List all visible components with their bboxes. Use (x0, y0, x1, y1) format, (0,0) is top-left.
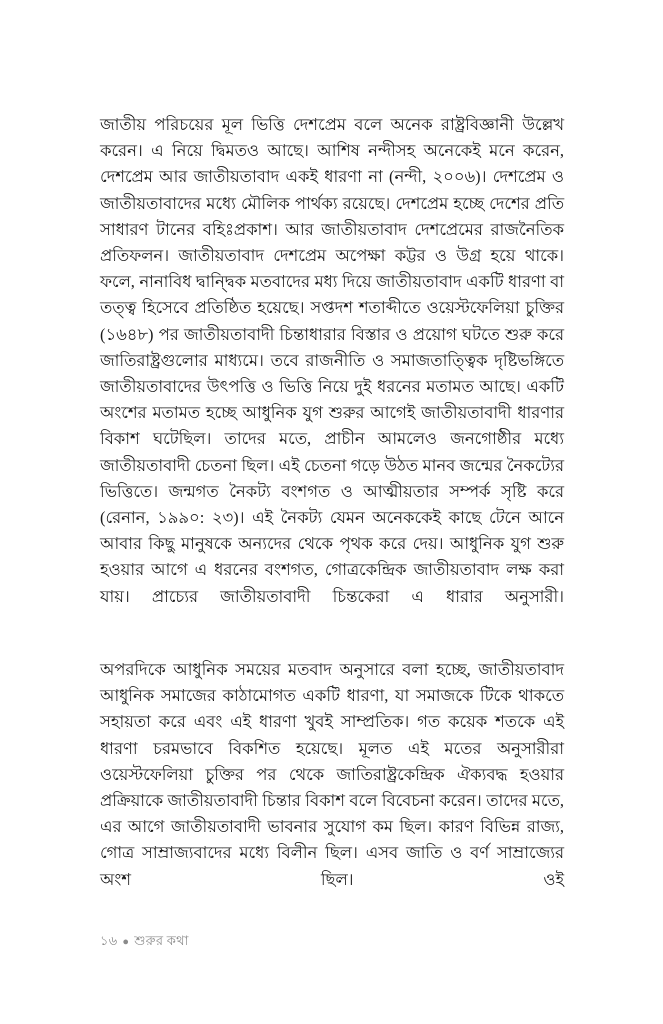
footer-running-title: শুরুর কথা (134, 933, 189, 948)
page-footer (100, 932, 564, 951)
bullet-separator-icon: ● (122, 935, 130, 948)
footer-page-number: ১৬ (100, 933, 118, 948)
body-text-block (100, 112, 564, 919)
paragraph-1: জাতীয় পরিচয়ের মূল ভিত্তি দেশপ্রেম বলে অনেক রাষ্ট্রবিজ্ঞানী উল্লেখ করেন। এ নিয়ে দ্বিমতও আছে। আশিষ নন্দীসহ অনেকেই মনে করেন, দেশপ্রেম আর জাতীয়তাবাদ একই ধারণা না (নন্দী, ২০০৬)। দেশপ্রেম ও জাতীয়তাবাদের মধ্যে মৌলিক পার্থক্য রয়েছে। দেশপ্রেম হচ্ছে দেশের প্রতি সাধারণ টানের বহিঃপ্রকাশ। আর জাতীয়তাবাদ দেশপ্রেমের রাজনৈতিক প্রতিফলন। জাতীয়তাবাদ দেশপ্রেম অপেক্ষা কট্টর ও উগ্র হয়ে থাকে। ফলে, নানাবিধ দ্বান্দ্বিক মতবাদের মধ্য দিয়ে জাতীয়তাবাদ একটি ধারণা বা তত্ত্ব হিসেবে প্রতিষ্ঠিত হয়েছে। সপ্তদশ শতাব্দীতে ওয়েস্টফেলিয়া চুক্তির (১৬৪৮) পর জাতীয়তাবাদী চিন্তাধারার বিস্তার ও প্রয়োগ ঘটতে শুরু করে জাতিরাষ্ট্রগুলোর মাধ্যমে। তবে রাজনীতি ও সমাজতাত্ত্বিক দৃষ্টিভঙ্গিতে জাতীয়তাবাদের উৎপত্তি ও ভিত্তি নিয়ে দুই ধরনের মতামত আছে। একটি অংশের মতামত হচ্ছে আধুনিক যুগ শুরুর আগেই জাতীয়তাবাদী ধারণার বিকাশ ঘটেছিল। তাদের মতে, প্রাচীন আমলেও জনগোষ্ঠীর মধ্যে জাতীয়তাবাদী চেতনা ছিল। এই চেতনা গড়ে উঠত মানব জন্মের নৈকট্যের ভিত্তিতে। জন্মগত নৈকট্য বংশগত ও আত্মীয়তার সম্পর্ক সৃষ্টি করে (রেনান, ১৯৯০: ২৩)। এই নৈকট্য যেমন অনেককেই কাছে টেনে আনে আবার কিছু মানুষকে অন্যদের থেকে পৃথক করে দেয়। আধুনিক যুগ শুরু হওয়ার আগে এ ধরনের বংশগত, গোত্রকেন্দ্রিক জাতীয়তাবাদ লক্ষ করা যায়। প্রাচ্যের জাতীয়তাবাদী চিন্তকেরা এ ধারার অনুসারী। (100, 115, 564, 606)
paragraph-2: অপরদিকে আধুনিক সময়ের মতবাদ অনুসারে বলা হচ্ছে, জাতীয়তাবাদ আধুনিক সমাজের কাঠামোগত একটি ধারণা, যা সমাজকে টিকে থাকতে সহায়তা করে এবং এই ধারণা খুবই সাম্প্রতিক। গত কয়েক শতকে এই ধারণা চরমভাবে বিকশিত হয়েছে। মূলত এই মতের অনুসারীরা ওয়েস্টফেলিয়া চুক্তির পর থেকে জাতিরাষ্ট্রকেন্দ্রিক ঐক্যবদ্ধ হওয়ার প্রক্রিয়াকে জাতীয়তাবাদী চিন্তার বিকাশ বলে বিবেচনা করেন। তাদের মতে, এর আগে জাতীয়তাবাদী ভাবনার সুযোগ কম ছিল। কারণ বিভিন্ন রাজ্য, গোত্র সাম্রাজ্যবাদের মধ্যে বিলীন ছিল। এসব জাতি ও বর্ণ সাম্রাজ্যের অংশ ছিল। ওই (100, 660, 564, 889)
